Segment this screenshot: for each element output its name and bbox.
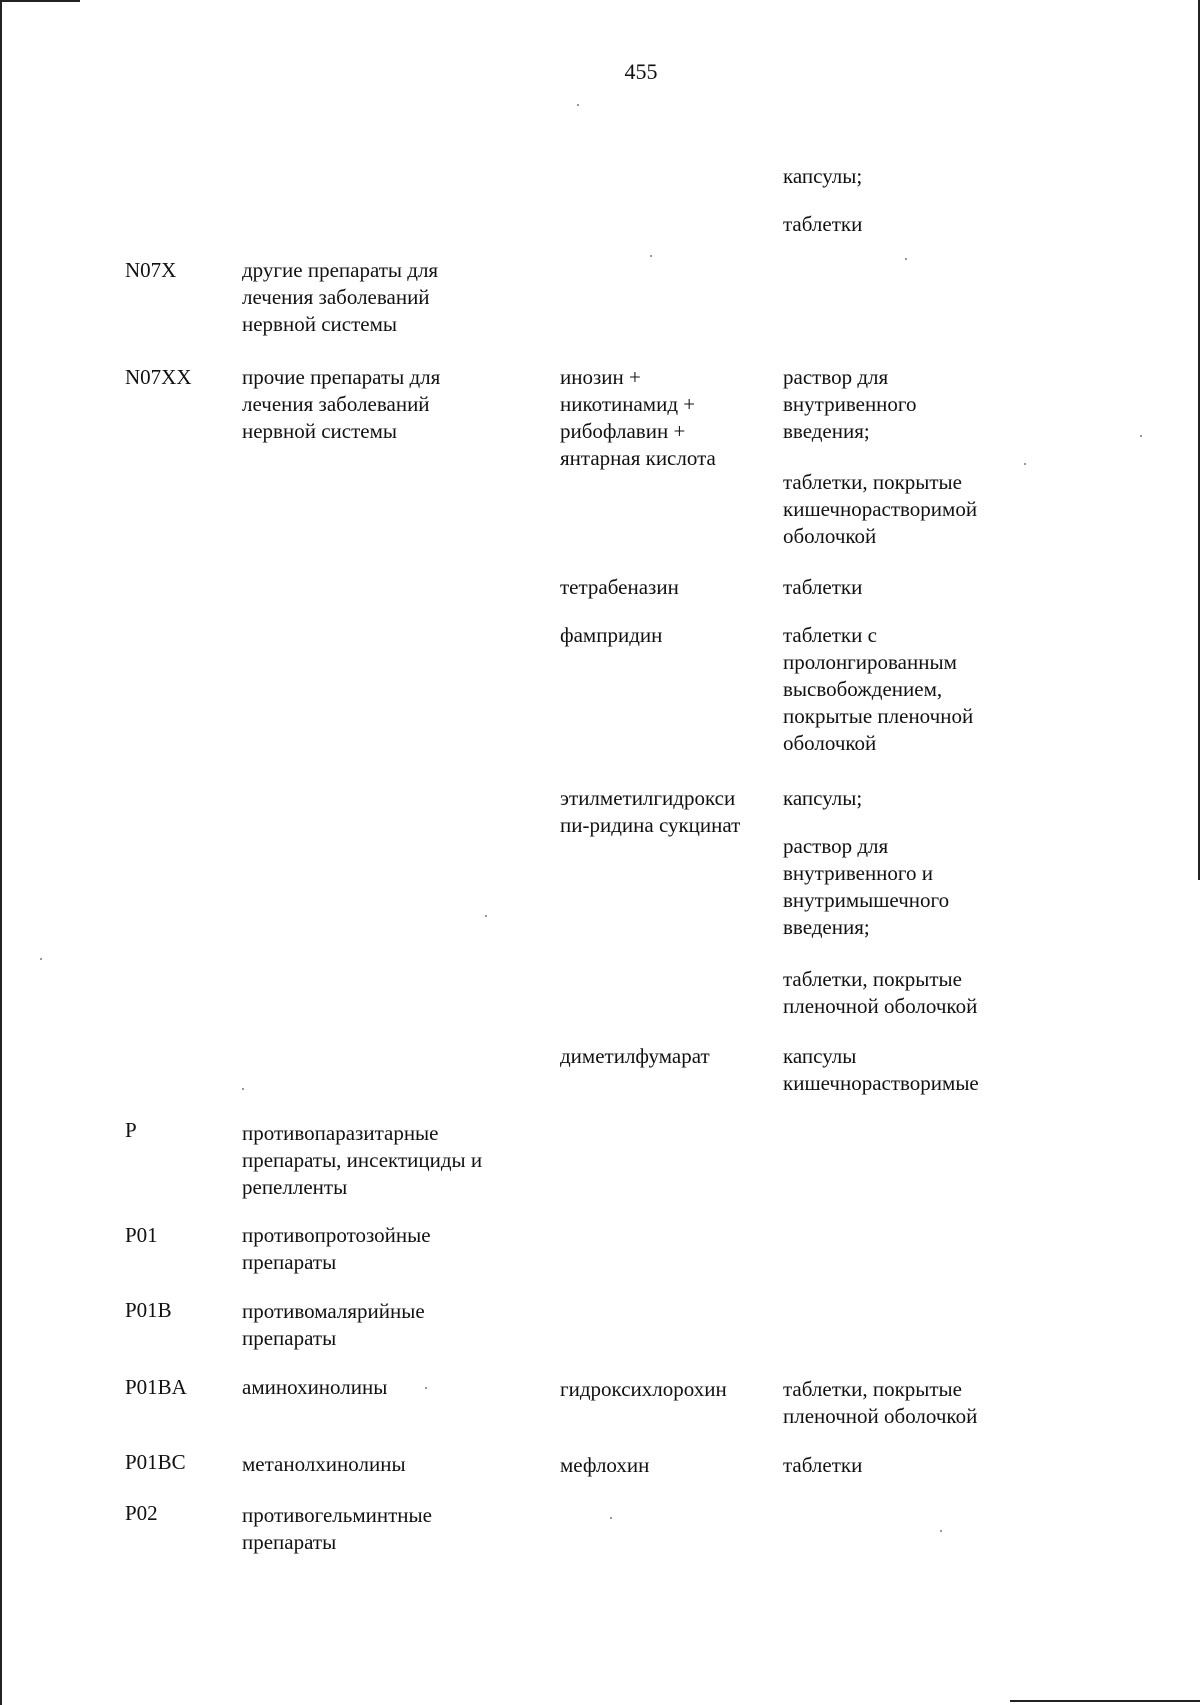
drug-name: этилметилгидрокси пи-ридина сукцинат <box>560 786 741 837</box>
atc-code: P01BC <box>125 1450 186 1474</box>
dosage-form: таблетки с пролонгированным высвобождением, покрытые пленочной оболочкой <box>783 623 974 755</box>
dosage-form: таблетки, покрытые пленочной оболочкой <box>783 1377 978 1428</box>
atc-code: N07X <box>125 258 177 282</box>
atc-code: P01B <box>125 1298 172 1322</box>
atc-code: P01 <box>125 1223 158 1247</box>
drug-name: фампридин <box>560 623 663 647</box>
dosage-form: таблетки <box>783 1453 863 1477</box>
atc-code: N07XX <box>125 365 192 389</box>
scan-speck <box>610 1517 612 1519</box>
scan-speck <box>1024 463 1026 465</box>
drug-name: инозин + никотинамид + рибофлавин + янтарная кислота <box>560 365 716 470</box>
page-number: 455 <box>624 59 658 84</box>
scan-artifact-top-line <box>0 0 80 2</box>
atc-group-name: противопротозойные препараты <box>242 1223 431 1274</box>
atc-code: P <box>125 1118 137 1142</box>
scan-speck <box>40 958 42 960</box>
scan-artifact-left-edge <box>0 0 2 1705</box>
scan-speck <box>905 258 907 260</box>
atc-code: P01BA <box>125 1375 187 1399</box>
dosage-form: таблетки <box>783 575 863 599</box>
dosage-form: раствор для внутривенного введения; <box>783 365 917 443</box>
atc-group-name: аминохинолины <box>242 1375 388 1399</box>
atc-group-name: прочие препараты для лечения заболеваний нервной системы <box>242 365 441 443</box>
atc-group-name: противопаразитарные препараты, инсектициды и репелленты <box>242 1121 483 1199</box>
scan-artifact-bottom-line <box>1010 1700 1200 1702</box>
scan-speck <box>1140 435 1142 437</box>
atc-group-name: противогельминтные препараты <box>242 1503 432 1554</box>
dosage-form: таблетки, покрытые кишечнорастворимой оболочкой <box>783 470 978 548</box>
dosage-form: таблетки <box>783 212 863 236</box>
scan-speck <box>577 104 579 106</box>
atc-group-name: метанолхинолины <box>242 1452 406 1476</box>
drug-name: тетрабеназин <box>560 575 679 599</box>
atc-group-name: другие препараты для лечения заболеваний нервной системы <box>242 258 439 336</box>
dosage-form: капсулы; <box>783 164 863 188</box>
scan-speck <box>650 255 652 257</box>
drug-name: гидроксихлорохин <box>560 1377 727 1401</box>
scan-speck <box>940 1530 942 1532</box>
dosage-form: раствор для внутривенного и внутримышечного введения; <box>783 834 950 939</box>
scan-speck <box>242 1088 244 1090</box>
scan-speck <box>485 915 487 917</box>
drug-name: диметилфумарат <box>560 1044 710 1068</box>
atc-code: P02 <box>125 1501 158 1525</box>
dosage-form: капсулы кишечнорастворимые <box>783 1044 979 1095</box>
dosage-form: таблетки, покрытые пленочной оболочкой <box>783 967 978 1018</box>
atc-group-name: противомалярийные препараты <box>242 1299 425 1350</box>
dosage-form: капсулы; <box>783 786 863 810</box>
drug-name: мефлохин <box>560 1453 650 1477</box>
